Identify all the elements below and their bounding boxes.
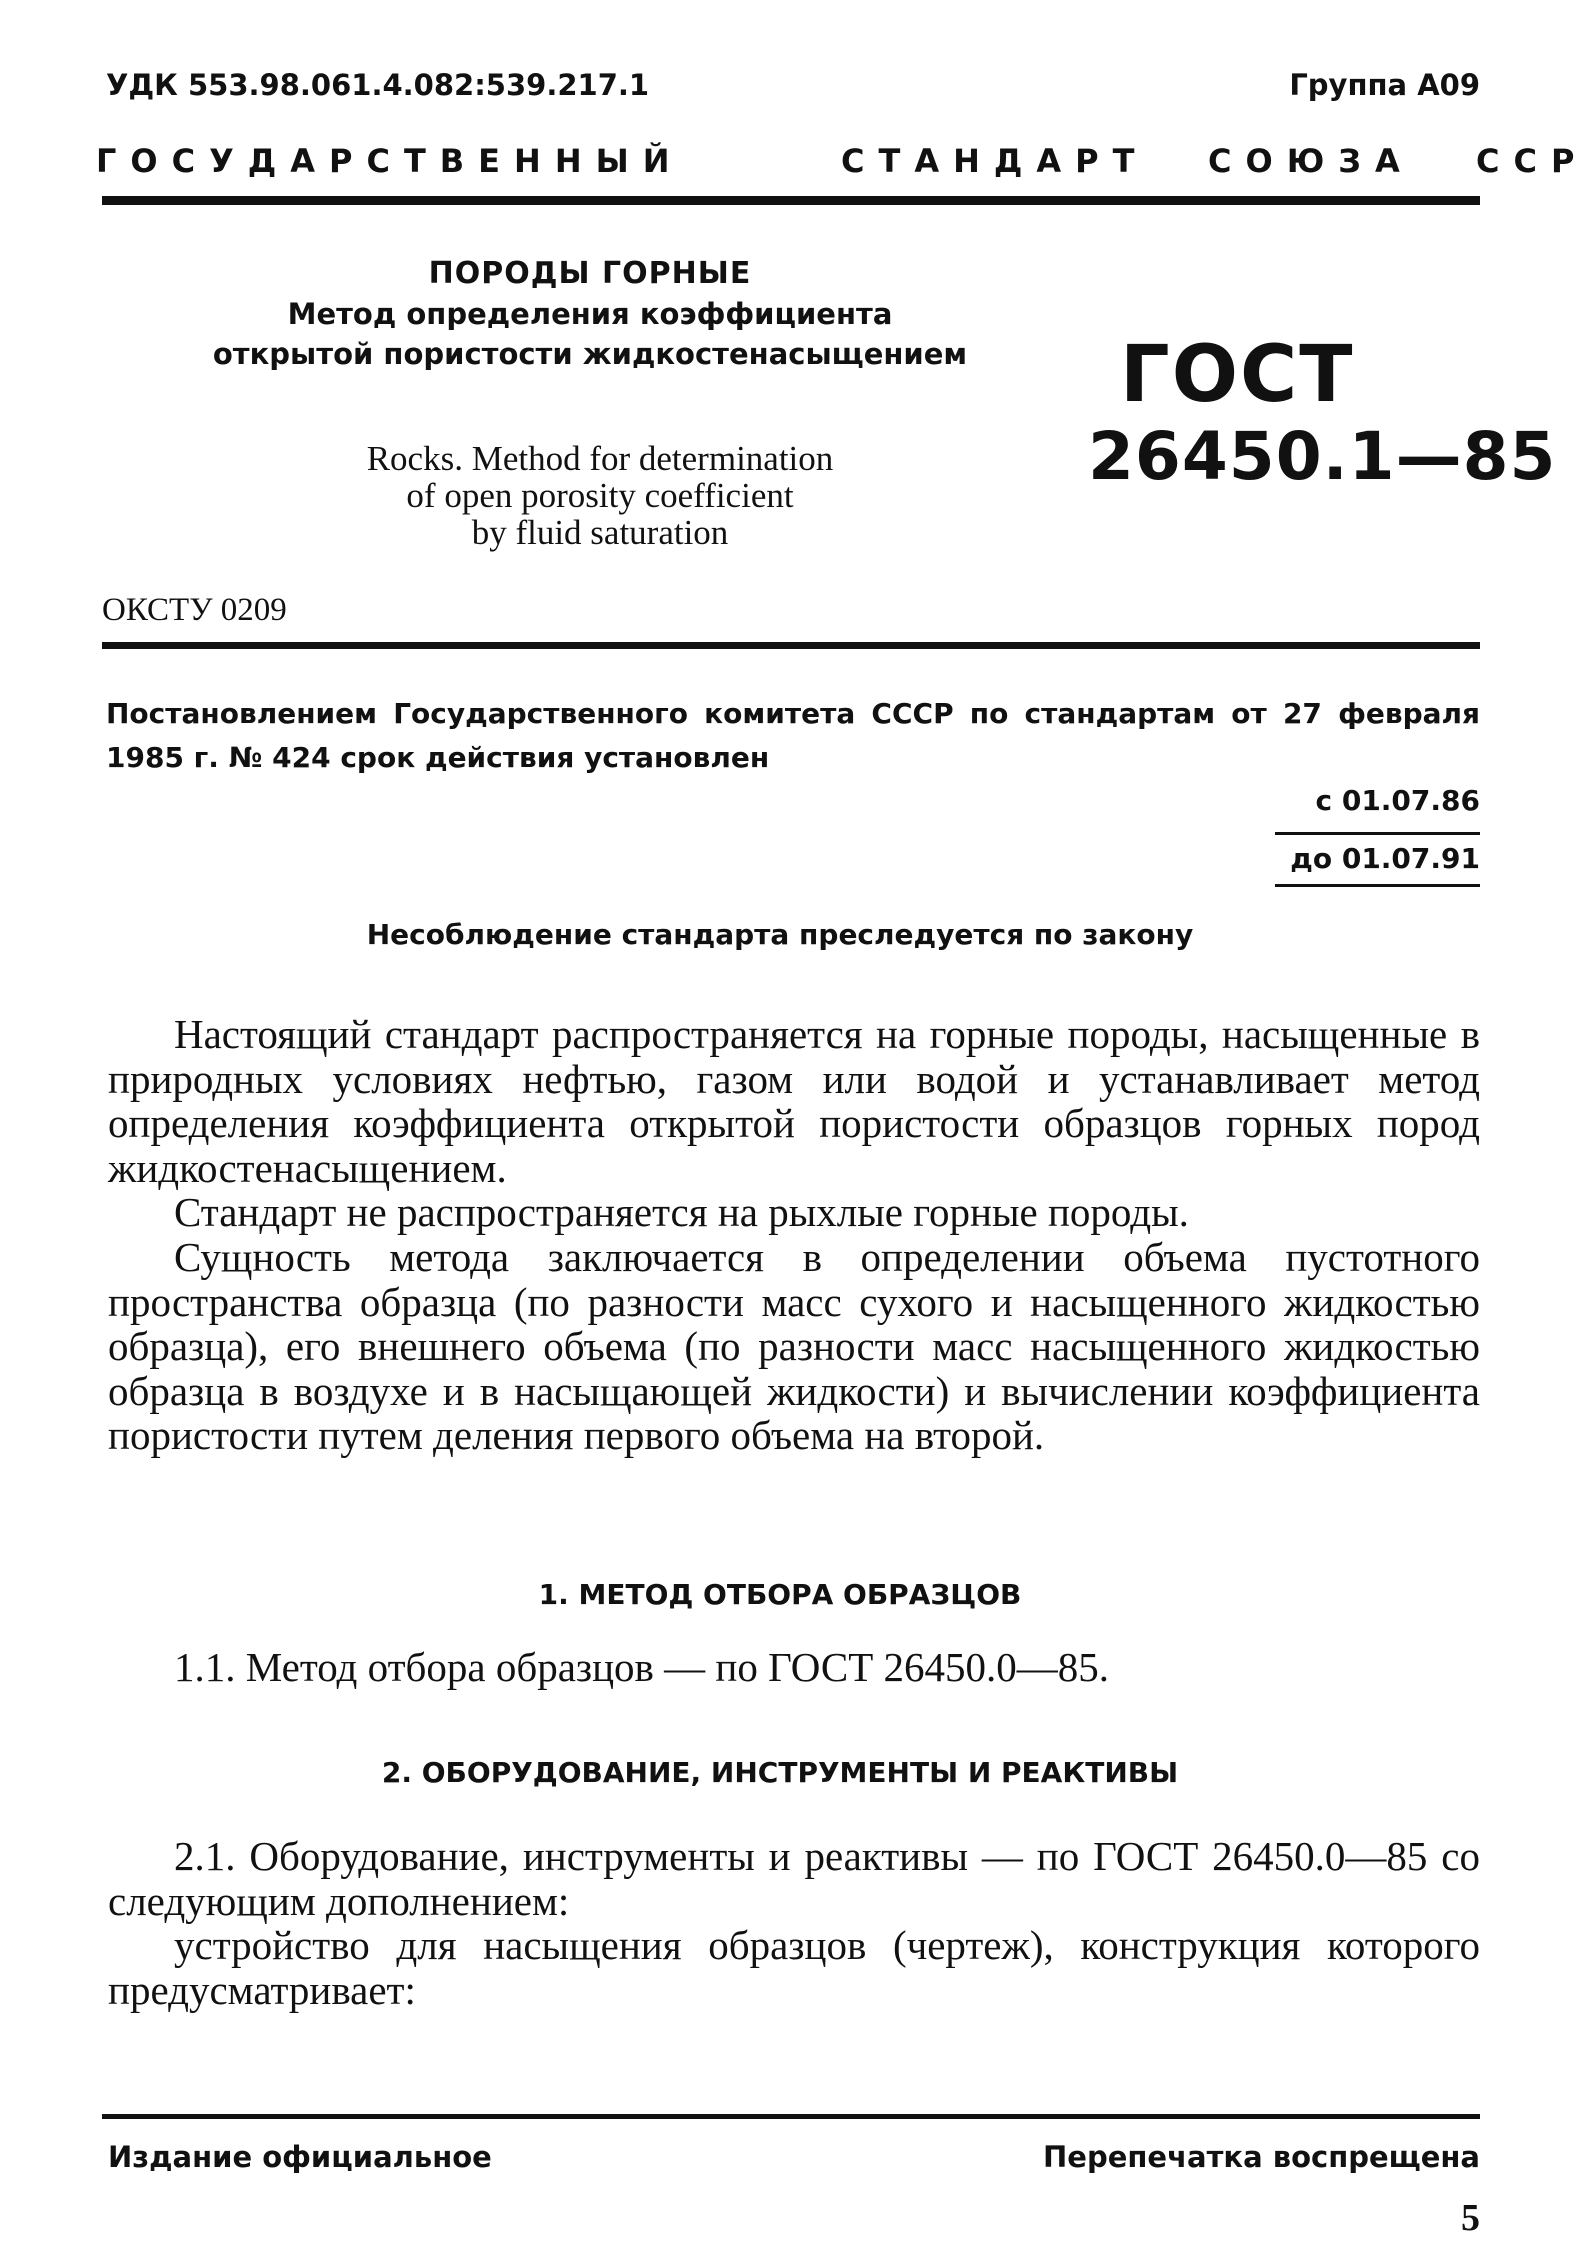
okstu-code: ОКСТУ 0209 bbox=[102, 592, 287, 628]
section-heading: 1. МЕТОД ОТБОРА ОБРАЗЦОВ bbox=[538, 1578, 1022, 1611]
decree-text: Постановлением Государственного комитета СССР по стандартам от 27 февраля 1985 г. № 424 срок действия установлен bbox=[106, 697, 1480, 774]
intro-paragraph: Сущность метода заключается в определении объема пустотного пространства образца (по разности масс сухого и насыщенного жидкостью образца), его внешнего объема (по разности масс насыщенного жидкостью образца в воздухе и в насыщающей жидкости) и вычислении коэффициента пористости путем деления первого объема на второй. bbox=[108, 1234, 1480, 1458]
banner-word: ГОСУДАРСТВЕННЫЙ bbox=[96, 142, 684, 180]
document-subtitle-line: открытой пористости жидкостенасыщением bbox=[212, 337, 968, 371]
section-heading: 2. ОБОРУДОВАНИЕ, ИНСТРУМЕНТЫ И РЕАКТИВЫ bbox=[381, 1756, 1179, 1789]
gost-number: 26450.1—85 bbox=[1088, 418, 1557, 495]
banner-word: ССР bbox=[1476, 142, 1588, 180]
header-divider bbox=[102, 196, 1480, 205]
valid-to-date: до 01.07.91 bbox=[1290, 842, 1480, 875]
banner-word: СОЮЗА bbox=[1208, 142, 1414, 180]
validity-rule bbox=[1275, 884, 1480, 887]
footer-divider bbox=[102, 2114, 1480, 2119]
section-divider bbox=[102, 642, 1480, 649]
valid-from-date: с 01.07.86 bbox=[1315, 784, 1480, 817]
banner-word: СТАНДАРТ bbox=[841, 142, 1149, 180]
footer-edition: Издание официальное bbox=[108, 2140, 492, 2174]
group-code: Группа А09 bbox=[1289, 68, 1480, 102]
english-title-line: of open porosity coefficient bbox=[406, 476, 794, 515]
law-notice: Несоблюдение стандарта преследуется по закону bbox=[366, 918, 1194, 951]
gost-label: ГОСТ bbox=[1120, 330, 1355, 420]
document-subtitle-line: Метод определения коэффициента bbox=[287, 297, 893, 331]
english-title bbox=[300, 440, 900, 551]
validity-rule bbox=[1275, 832, 1480, 835]
english-title-line: by fluid saturation bbox=[471, 513, 729, 552]
udk-code: УДК 553.98.061.4.082:539.217.1 bbox=[106, 68, 650, 102]
section-paragraph: 1.1. Метод отбора образцов — по ГОСТ 26450.0—85. bbox=[174, 1644, 1110, 1690]
intro-paragraph: Стандарт не распространяется на рыхлые горные породы. bbox=[174, 1189, 1189, 1235]
state-standard-banner bbox=[96, 142, 1588, 186]
title-block bbox=[200, 254, 980, 374]
document-title: ПОРОДЫ ГОРНЫЕ bbox=[428, 256, 752, 291]
section-paragraph: устройство для насыщения образцов (чертеж), конструкция которого предусматривает: bbox=[108, 1922, 1480, 2013]
footer-reprint-notice: Перепечатка воспрещена bbox=[1043, 2140, 1480, 2174]
english-title-line: Rocks. Method for determination bbox=[366, 439, 834, 478]
intro-paragraph: Настоящий стандарт распространяется на горные породы, насыщенные в природных условиях нефтью, газом или водой и устанавливает метод определения коэффициента открытой пористости образцов горных пород жидкостенасыщением. bbox=[108, 1011, 1480, 1191]
page-number: 5 bbox=[1461, 2197, 1480, 2239]
section-paragraph: 2.1. Оборудование, инструменты и реактивы — по ГОСТ 26450.0—85 со следующим дополнением: bbox=[108, 1833, 1480, 1924]
